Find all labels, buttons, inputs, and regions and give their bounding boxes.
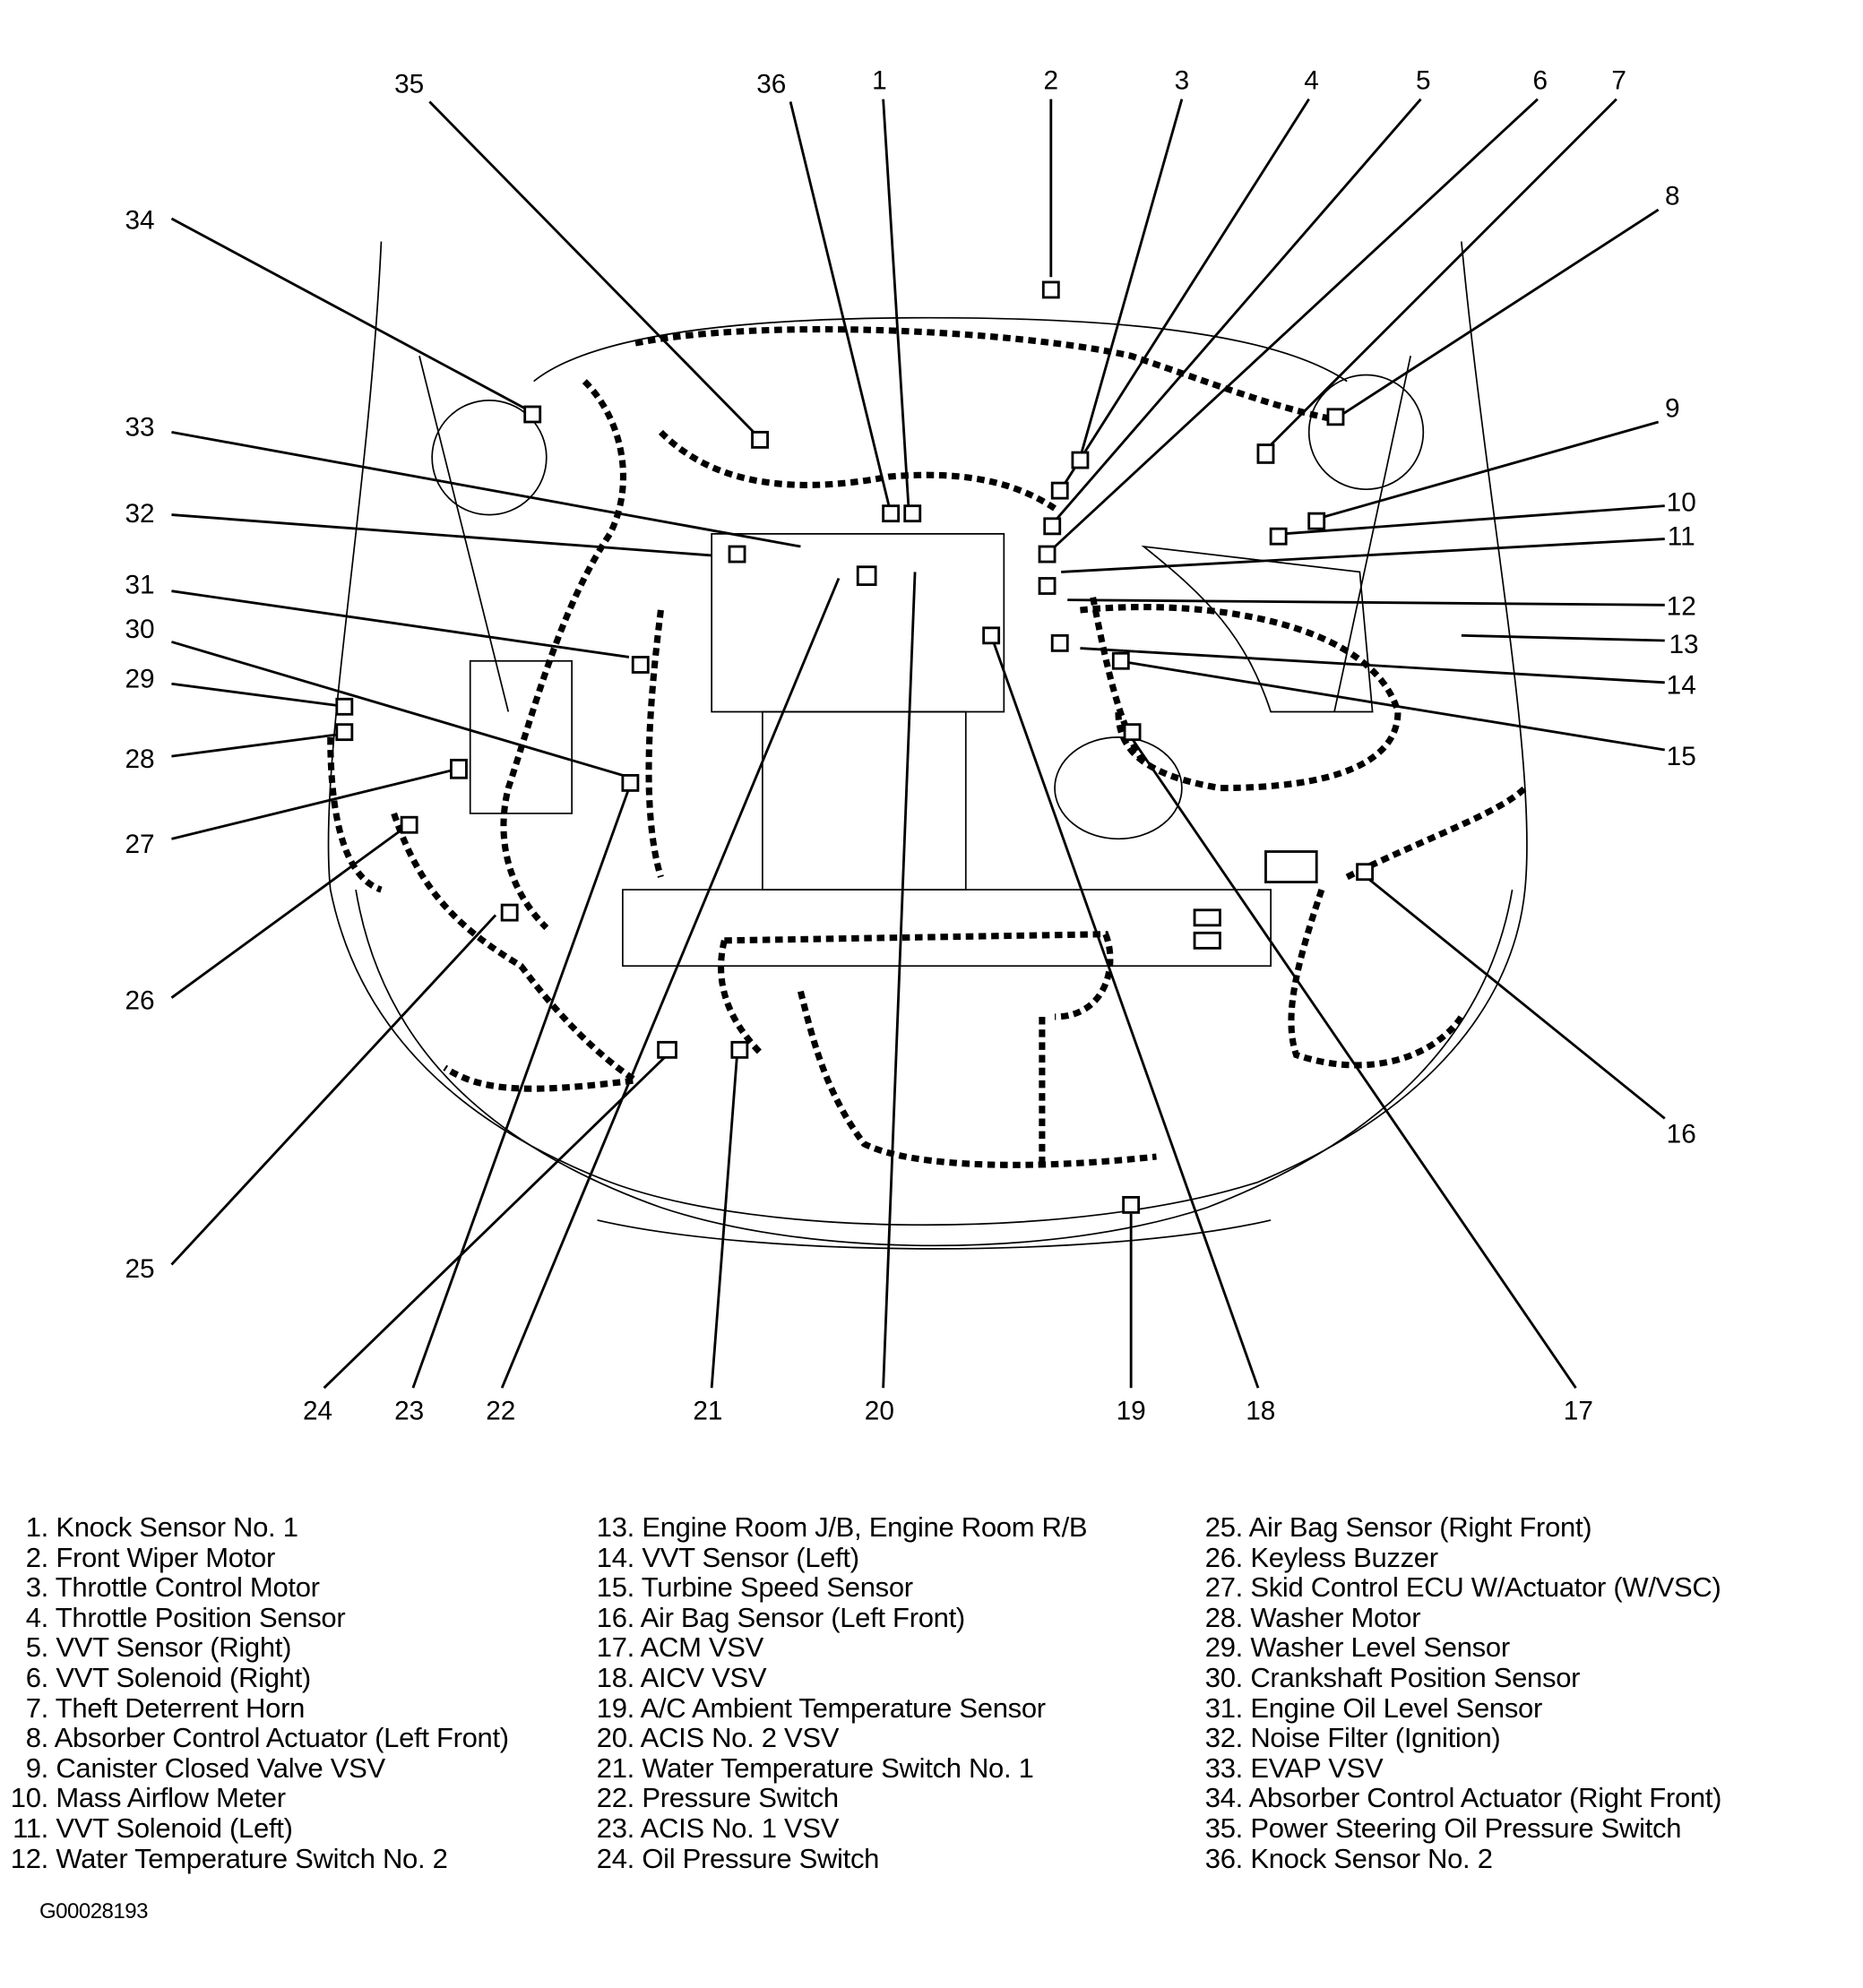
- legend-item: [586, 1783, 1087, 1813]
- legend-item-label: Skid Control ECU W/Actuator (W/VSC): [1250, 1571, 1721, 1604]
- legend-item-label: Knock Sensor No. 1: [56, 1511, 298, 1543]
- callout-8: 8: [1664, 181, 1680, 211]
- legend-item-label: Power Steering Oil Pressure Switch: [1250, 1812, 1682, 1844]
- legend-item: [1195, 1543, 1721, 1573]
- callout-9: 9: [1664, 393, 1680, 424]
- legend-item: [1195, 1693, 1721, 1724]
- legend-item-number: 5.: [25, 1631, 48, 1664]
- legend-item-number: 31.: [1204, 1691, 1243, 1724]
- legend-item-number: 6.: [25, 1661, 48, 1693]
- callout-10: 10: [1666, 487, 1696, 518]
- legend-item: [586, 1512, 1087, 1543]
- legend-item: [0, 1663, 509, 1693]
- connectors: [337, 282, 1373, 1212]
- legend-item-number: 16.: [596, 1601, 634, 1633]
- legend-item-number: 8.: [25, 1722, 48, 1754]
- legend-item-number: 24.: [596, 1842, 634, 1874]
- callout-12: 12: [1666, 591, 1696, 622]
- legend-item-number: 13.: [596, 1511, 634, 1543]
- legend-column-1: [0, 1512, 509, 1873]
- legend-item: [586, 1543, 1087, 1573]
- legend-item-number: 1.: [25, 1511, 48, 1543]
- legend-item-label: Mass Airflow Meter: [56, 1782, 286, 1814]
- legend-item: [1195, 1844, 1721, 1874]
- legend-item: [586, 1693, 1087, 1724]
- callout-25: 25: [125, 1253, 155, 1284]
- callout-24: 24: [302, 1396, 333, 1426]
- legend-item: [586, 1844, 1087, 1874]
- legend-item-label: Air Bag Sensor (Left Front): [640, 1601, 965, 1633]
- legend-item-label: Knock Sensor No. 2: [1250, 1842, 1493, 1874]
- legend-item-label: ACIS No. 1 VSV: [640, 1812, 840, 1844]
- legend-item: [586, 1603, 1087, 1633]
- legend-item-label: ACM VSV: [640, 1631, 764, 1664]
- legend-item-number: 9.: [25, 1751, 48, 1784]
- callout-35: 35: [394, 69, 425, 99]
- callout-23: 23: [394, 1396, 425, 1426]
- legend-item-number: 2.: [25, 1541, 48, 1573]
- legend-item-number: 14.: [596, 1541, 634, 1573]
- legend-item: [1195, 1813, 1721, 1844]
- legend-item-label: VVT Solenoid (Left): [56, 1812, 293, 1844]
- legend-item: [1195, 1572, 1721, 1603]
- legend-item-label: VVT Sensor (Right): [56, 1631, 292, 1664]
- legend-item: [0, 1723, 509, 1753]
- legend-item-label: Noise Filter (Ignition): [1250, 1722, 1501, 1754]
- callout-4: 4: [1304, 65, 1319, 96]
- callout-17: 17: [1563, 1396, 1593, 1426]
- legend-item-label: Crankshaft Position Sensor: [1250, 1661, 1581, 1693]
- legend-item-number: 27.: [1204, 1571, 1243, 1604]
- callout-5: 5: [1416, 65, 1431, 96]
- legend-item-number: 10.: [10, 1782, 48, 1814]
- callout-6: 6: [1532, 65, 1548, 96]
- legend-item-label: Washer Level Sensor: [1250, 1631, 1510, 1664]
- callout-30: 30: [125, 615, 155, 645]
- legend-item: [1195, 1512, 1721, 1543]
- legend-item: [0, 1693, 509, 1724]
- callout-15: 15: [1666, 742, 1696, 772]
- legend-item-label: Absorber Control Actuator (Left Front): [54, 1722, 509, 1754]
- legend-item-label: Theft Deterrent Horn: [55, 1691, 306, 1724]
- legend-item-label: Throttle Position Sensor: [55, 1601, 346, 1633]
- callout-2: 2: [1043, 65, 1059, 96]
- callout-11: 11: [1667, 521, 1695, 552]
- legend-item: [1195, 1753, 1721, 1784]
- legend-item-number: 23.: [596, 1812, 634, 1844]
- legend-item-number: 21.: [596, 1751, 634, 1784]
- legend-item-label: Air Bag Sensor (Right Front): [1248, 1511, 1592, 1543]
- callout-36: 36: [756, 69, 787, 99]
- legend-column-3: [1195, 1512, 1721, 1873]
- callout-7: 7: [1611, 65, 1626, 96]
- legend-item: [0, 1572, 509, 1603]
- legend-item: [0, 1632, 509, 1663]
- legend-item: [1195, 1663, 1721, 1693]
- legend-item-label: VVT Solenoid (Right): [56, 1661, 311, 1693]
- legend-item-label: Water Temperature Switch No. 1: [642, 1751, 1034, 1784]
- legend-item-number: 19.: [596, 1691, 634, 1724]
- callout-28: 28: [125, 744, 155, 774]
- callout-22: 22: [486, 1396, 516, 1426]
- legend-item-label: Keyless Buzzer: [1250, 1541, 1438, 1573]
- legend-item-number: 30.: [1204, 1661, 1243, 1693]
- legend-item-number: 7.: [25, 1691, 48, 1724]
- callout-19: 19: [1116, 1396, 1146, 1426]
- legend-item-label: Engine Oil Level Sensor: [1250, 1691, 1543, 1724]
- figure-code: G00028193: [39, 1899, 148, 1923]
- legend-item-number: 29.: [1204, 1631, 1243, 1664]
- legend-item: [0, 1753, 509, 1784]
- legend-item: [1195, 1783, 1721, 1813]
- legend-item: [0, 1783, 509, 1813]
- legend-item-number: 32.: [1204, 1722, 1243, 1754]
- legend-item: [586, 1572, 1087, 1603]
- callout-14: 14: [1666, 670, 1696, 701]
- legend-item: [586, 1632, 1087, 1663]
- legend-item: [586, 1663, 1087, 1693]
- legend-item-label: EVAP VSV: [1250, 1751, 1384, 1784]
- legend-item-number: 18.: [596, 1661, 634, 1693]
- callout-3: 3: [1174, 65, 1190, 96]
- legend-item-number: 34.: [1204, 1782, 1243, 1814]
- legend-item-number: 11.: [13, 1812, 48, 1844]
- legend-item: [0, 1512, 509, 1543]
- legend-item-number: 35.: [1204, 1812, 1243, 1844]
- callout-33: 33: [125, 412, 155, 443]
- legend-item: [0, 1543, 509, 1573]
- legend-item-number: 12.: [10, 1842, 48, 1874]
- legend-item-number: 4.: [25, 1601, 48, 1633]
- legend-item-label: Throttle Control Motor: [55, 1571, 320, 1604]
- wiring-harness: [331, 330, 1525, 1170]
- legend-column-2: [586, 1512, 1087, 1873]
- callout-34: 34: [125, 205, 155, 236]
- legend-item-number: 33.: [1204, 1751, 1243, 1784]
- legend-item-label: Front Wiper Motor: [56, 1541, 275, 1573]
- callout-26: 26: [125, 985, 155, 1016]
- callout-16: 16: [1666, 1119, 1696, 1149]
- legend-item: [586, 1753, 1087, 1784]
- vehicle-outline: [328, 242, 1527, 1249]
- legend-item-label: Water Temperature Switch No. 2: [56, 1842, 448, 1874]
- legend-item-number: 3.: [25, 1571, 48, 1604]
- callout-18: 18: [1246, 1396, 1276, 1426]
- legend-item-label: Pressure Switch: [642, 1782, 839, 1814]
- callout-32: 32: [125, 499, 155, 529]
- legend-item-label: Engine Room J/B, Engine Room R/B: [642, 1511, 1088, 1543]
- legend-item: [0, 1603, 509, 1633]
- callout-13: 13: [1669, 630, 1699, 660]
- legend-item-number: 36.: [1204, 1842, 1243, 1874]
- legend-item-number: 17.: [596, 1631, 634, 1664]
- legend-item: [1195, 1723, 1721, 1753]
- legend-item: [0, 1844, 509, 1874]
- legend-item-label: AICV VSV: [640, 1661, 767, 1693]
- callout-27: 27: [125, 829, 155, 859]
- callout-20: 20: [864, 1396, 894, 1426]
- leader-lines: [171, 99, 1664, 1389]
- legend-item: [586, 1723, 1087, 1753]
- legend-item-number: 22.: [596, 1782, 634, 1814]
- legend-item-number: 28.: [1204, 1601, 1243, 1633]
- legend-item-label: Turbine Speed Sensor: [641, 1571, 913, 1604]
- legend-item-label: VVT Sensor (Left): [642, 1541, 859, 1573]
- legend-item-number: 15.: [596, 1571, 634, 1604]
- callout-21: 21: [693, 1396, 723, 1426]
- legend-item-number: 26.: [1204, 1541, 1243, 1573]
- legend-item-label: Absorber Control Actuator (Right Front): [1248, 1782, 1722, 1814]
- callout-1: 1: [872, 65, 887, 96]
- legend-item-label: Canister Closed Valve VSV: [56, 1751, 385, 1784]
- legend-item-label: ACIS No. 2 VSV: [640, 1722, 840, 1754]
- legend-item-number: 20.: [596, 1722, 634, 1754]
- legend-item: [586, 1813, 1087, 1844]
- legend-item: [1195, 1603, 1721, 1633]
- callout-29: 29: [125, 664, 155, 694]
- legend-item-label: A/C Ambient Temperature Sensor: [640, 1691, 1046, 1724]
- legend-item-number: 25.: [1204, 1511, 1243, 1543]
- legend-item: [1195, 1632, 1721, 1663]
- legend-item: [0, 1813, 509, 1844]
- legend-item-label: Washer Motor: [1250, 1601, 1421, 1633]
- legend-item-label: Oil Pressure Switch: [642, 1842, 880, 1874]
- callout-31: 31: [125, 570, 155, 600]
